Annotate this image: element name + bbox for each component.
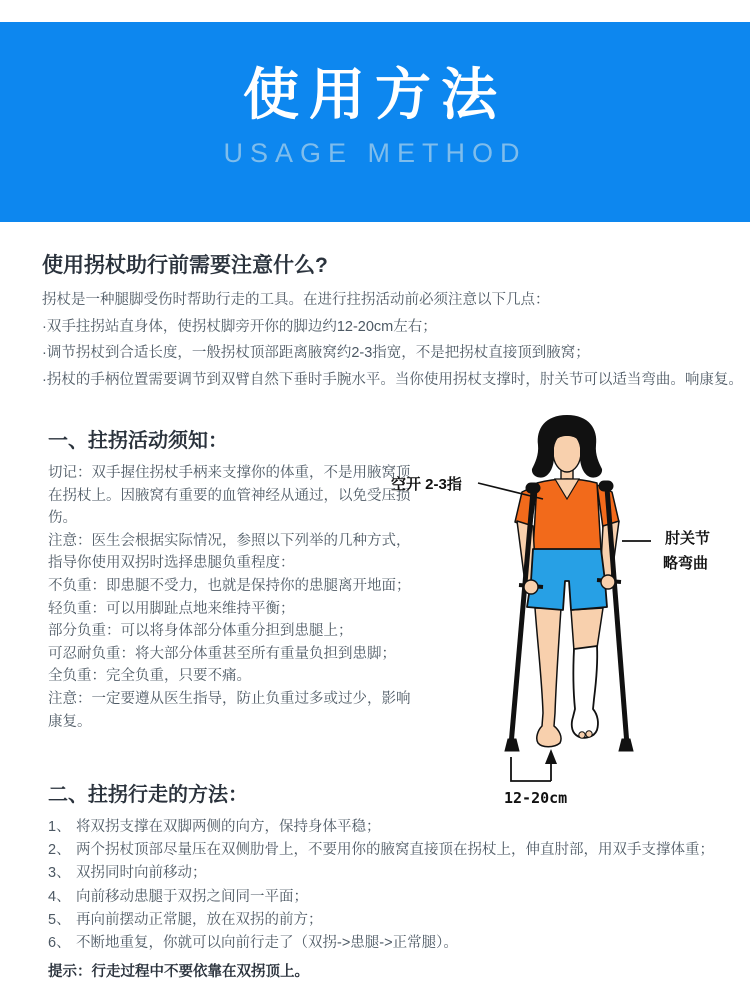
banner-title: 使用方法 — [243, 63, 507, 126]
section1-line: 康复。 — [48, 713, 92, 730]
walk-step-number: 5、 — [48, 911, 71, 928]
banner-subtitle: USAGE METHOD — [223, 138, 527, 168]
crutch-left-tip — [505, 739, 519, 751]
head-skin — [553, 432, 581, 481]
walk-step-text: 两个拐杖顶部尽量压在双侧肋骨上，不要用你的腋窝直接顶在拐杖上，伸直肘部，用双手支撑体重； — [76, 842, 714, 859]
section1-line: 轻负重：可以用脚趾点地来维持平衡； — [48, 600, 295, 617]
walk-step-number: 4、 — [48, 888, 71, 905]
section2-heading: 二、拄拐行走的方法： — [48, 784, 248, 806]
walk-step-number: 3、 — [48, 865, 71, 882]
crutch-right-tip — [619, 739, 633, 751]
hand-right — [601, 575, 615, 589]
intro-section — [42, 252, 743, 393]
section1-line: 不负重：即患腿不受力，也就是保持你的患腿离开地面； — [48, 577, 411, 594]
armpit-gap-label: 空开 2-3指 — [391, 476, 462, 493]
toe — [586, 731, 592, 737]
walk-step-text: 双拐同时向前移动； — [76, 865, 207, 882]
intro-line: ·拐杖的手柄位置需要调节到双臂自然下垂时手腕水平。当你使用拐杖支撑时，肘关节可以适当弯曲。响康复。 — [42, 371, 743, 388]
hand-left — [524, 580, 538, 594]
section1-line: 全负重：完全负重，只要不痛。 — [48, 668, 251, 685]
elbow-label-line1: 肘关节 — [665, 530, 711, 547]
walk-step-number: 1、 — [48, 819, 71, 835]
section1-line: 切记：双手握住拐杖手柄来支撑你的体重，不是用腋窝顶 — [48, 465, 411, 481]
walk-step-text: 将双拐支撑在双脚两侧的向方，保持身体平稳； — [76, 819, 381, 835]
intro-line: 拐杖是一种腿脚受伤时帮助行走的工具。在进行拄拐活动前必须注意以下几点： — [42, 292, 550, 308]
walking-tip: 提示：行走过程中不要依靠在双拐顶上。 — [48, 964, 309, 981]
crutch-right-pad — [599, 481, 613, 491]
walk-step — [48, 862, 738, 885]
walk-step-number: 6、 — [48, 935, 71, 952]
section1-line: 可忍耐负重：将大部分体重甚至所有重量负担到患脚； — [48, 645, 396, 662]
crutch-figure-svg — [385, 413, 745, 813]
shorts-shape — [527, 549, 607, 610]
walk-step-text: 向前移动患腿于双拐之间同一平面； — [76, 888, 308, 905]
section2-walking-method — [48, 782, 738, 981]
walk-step — [48, 839, 738, 862]
walk-step — [48, 909, 738, 932]
walk-step — [48, 932, 738, 955]
intro-line: ·双手拄拐站直身体，使拐杖脚旁开你的脚边约12-20cm左右； — [42, 318, 437, 335]
section1-activity-notes — [48, 428, 411, 733]
leg-injured-thigh — [571, 608, 603, 651]
walk-step-text: 不断地重复，你就可以向前行走了（双拐->患腿->正常腿）。 — [76, 935, 458, 952]
section1-line: 注意：一定要遵从医生指导，防止负重过多或过少，影响 — [48, 690, 411, 707]
walk-step-text: 再向前摆动正常腿，放在双拐的前方； — [76, 911, 323, 928]
section1-line: 在拐杖上。因腋窝有重要的血管神经从通过，以免受压损 — [48, 487, 411, 504]
intro-heading: 使用拐杖助行前需要注意什么? — [42, 254, 328, 277]
distance-label: 12-20cm — [504, 789, 568, 807]
walk-step — [48, 816, 738, 839]
walk-step-number: 2、 — [48, 842, 71, 859]
banner — [0, 22, 750, 222]
section1-line: 伤。 — [48, 510, 77, 527]
intro-line: ·调节拐杖到合适长度，一般拐杖顶部距离腋窝约2-3指宽，不是把拐杖直接顶到腋窝； — [42, 345, 590, 362]
distance-arrow-head — [545, 749, 557, 764]
elbow-label-line2: 略弯曲 — [663, 555, 709, 572]
crutch-left-pad — [526, 483, 540, 493]
section1-line: 部分负重：可以将身体部分体重分担到患腿上； — [48, 623, 353, 640]
section1-line: 注意：医生会根据实际情况，参照以下列举的几种方式， — [48, 532, 411, 549]
distance-bracket — [511, 757, 551, 781]
section1-heading: 一、拄拐活动须知： — [48, 430, 228, 452]
crutch-illustration — [385, 413, 745, 813]
section1-line: 指导你使用双拐时选择患腿负重程度： — [48, 555, 295, 572]
leg-cast — [572, 646, 598, 738]
toe — [579, 732, 585, 738]
leg-normal — [535, 608, 561, 747]
walk-step — [48, 886, 738, 909]
